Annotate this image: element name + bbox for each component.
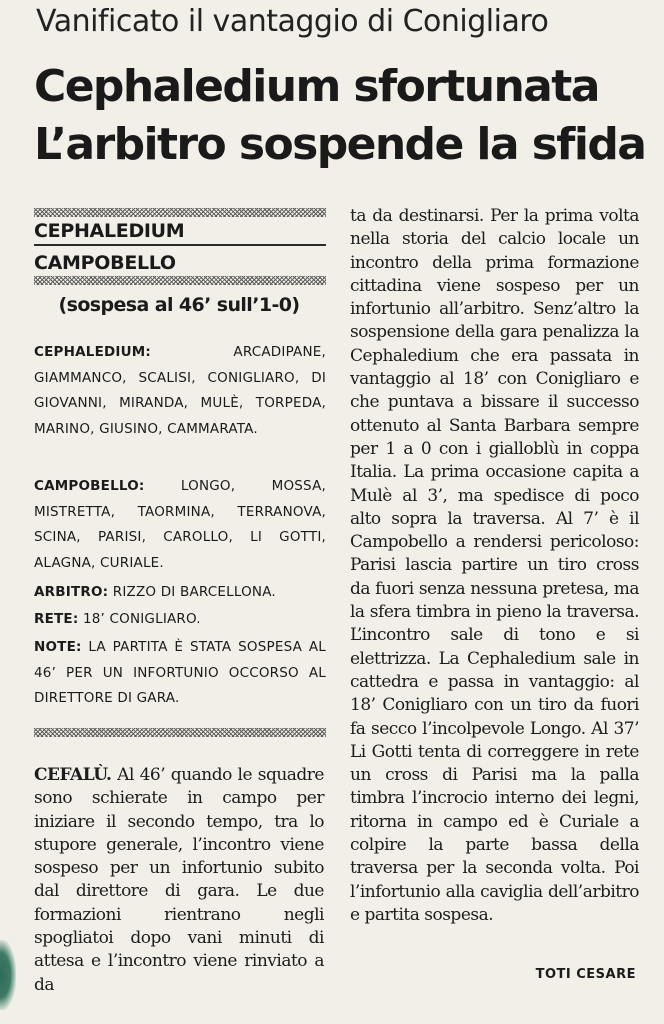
referee-line	[34, 580, 326, 606]
dateline: CEFALÙ.	[34, 765, 112, 785]
lineup-cephaledium	[34, 340, 326, 442]
hatched-rule	[34, 728, 326, 737]
article-body-column-2	[350, 205, 639, 927]
headline	[34, 58, 654, 174]
lineup-label: RETE:	[34, 611, 79, 627]
lineup-text: 18’ CONIGLIARO.	[78, 611, 201, 627]
lineup-label: NOTE:	[34, 639, 82, 655]
headline-line-2: L’arbitro sospende la sfida	[34, 119, 646, 170]
kicker: Vanificato il vantaggio di Conigliaro	[36, 4, 549, 39]
paper-stain	[0, 940, 16, 1010]
lineup-text: ARCADIPANE, GIAMMANCO, SCALISI, CONIGLIARO, DI GIOVANNI, MIRANDA, MULÈ, TORPEDA, MARINO, GIUSINO, CAMMARATA.	[34, 344, 326, 437]
home-team: CEPHALEDIUM	[34, 220, 185, 242]
body-text: Al 46’ quando le squadre sono schierate in campo per iniziare il secondo tempo, tra lo stupore generale, l’incontro viene sospeso per un infortunio subito dal direttore di gara. Le due formazioni rientrano negli spogliatoi dopo vani minuti di attesa e l’incontro viene rinviato a da	[34, 765, 324, 995]
goal-line	[34, 607, 326, 633]
match-result: (sospesa al 46’ sull’1-0)	[58, 294, 300, 316]
lineup-label: CEPHALEDIUM:	[34, 344, 152, 360]
lineup-text: RIZZO DI BARCELLONA.	[108, 584, 276, 600]
body-text: ta da destinarsi. Per la prima volta nella storia del calcio locale un incontro della prima formazione cittadina viene sospeso per un infortunio all’arbitro. Senz’altro la sospensione della gara penalizza la Cephaledium che era passata in vantaggio al 18’ con Conigliaro e che puntava a bissare il successo ottenuto al Santa Barbara sempre per 1 a 0 con i gialloblù in coppa Italia. La prima occasione capita a Mulè al 3’, ma spedisce di poco alto sopra la traversa. Al 7’ è il Campobello a rendersi pericoloso: Parisi lascia partire un tiro cross da fuori senza nessuna pretesa, ma la sfera timbra in pieno la traversa. L’incontro sale di tono e si elettrizza. La Cephaledium sale in cattedra e passa in vantaggio: al 18’ Conigliaro con un tiro da fuori fa secco l’incolpevole Longo. Al 37’ Li Gotti tenta di correggere in rete un cross di Parisi ma la palla timbra l’incrocio interno dei legni, ritorna in campo ed è Curiale a colpire la parte bassa della traversa per la seconda volta. Poi l’infortunio alla caviglia dell’arbitro e partita sospesa.	[350, 206, 639, 925]
headline-line-1: Cephaledium sfortunata	[34, 61, 599, 112]
divider	[34, 244, 326, 246]
away-team: CAMPOBELLO	[34, 252, 176, 274]
lineup-campobello	[34, 474, 326, 576]
byline: TOTI CESARE	[535, 967, 636, 982]
notes-line	[34, 635, 326, 712]
hatched-rule	[34, 208, 326, 217]
article-body-column-1	[34, 764, 324, 997]
hatched-rule	[34, 276, 326, 285]
lineup-label: CAMPOBELLO:	[34, 478, 145, 494]
lineup-label: ARBITRO:	[34, 584, 109, 600]
lineup-text: LA PARTITA È STATA SOSPESA AL 46’ PER UN INFORTUNIO OCCORSO AL DIRETTORE DI GARA.	[34, 639, 326, 706]
lineup-text: LONGO, MOSSA, MISTRETTA, TAORMINA, TERRANOVA, SCINA, PARISI, CAROLLO, LI GOTTI, ALAGNA, CURIALE.	[34, 478, 326, 571]
